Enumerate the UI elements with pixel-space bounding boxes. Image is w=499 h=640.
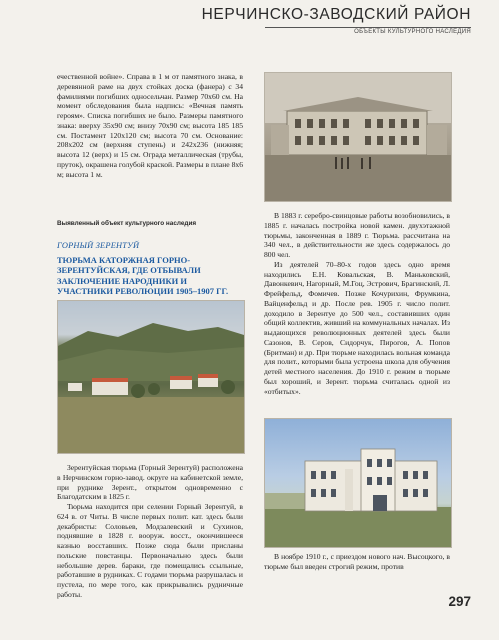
page-number: 297	[448, 594, 471, 609]
header-subtitle: ОБЪЕКТЫ КУЛЬТУРНОГО НАСЛЕДИЯ	[354, 29, 471, 35]
paragraph: ечественной войне». Справа в 1 м от памятного знака, в деревянной раме на двух стойках доска (фанера) с 34 фамилиями погибших односельчан. Размер 70х60 см. На момент обследования была надпись: «Вечная память героям». Списка погибших не было. Размеры памятного знака: вверху 35х90 см; внизу 70х90 см; высота 185 185 см. Постамент 120х120 см; высота 70 см. Основание: 208х202 см (верхняя ступень) и 242х236 (нижняя; высота 12 (верх) и 15 см. Ограда металлическая (трубы, пруток), окрашена голубой краской. Размеры в плане 8х6 м; высота 1 м.	[57, 72, 243, 179]
prison-building-photo	[264, 418, 452, 548]
historical-prison-photo	[264, 72, 452, 202]
paragraph: В ноябре 1910 г., с приездом нового нач. Высоцкого, в тюрьме был введен строгий режим, против	[264, 552, 450, 571]
right-column-text-1	[264, 211, 450, 396]
header-title: НЕРЧИНСКО-ЗАВОДСКИЙ РАЙОН	[201, 6, 471, 23]
left-top-text	[57, 72, 243, 179]
object-title: ТЮРЬМА КАТОРЖНАЯ ГОРНО-ЗЕРЕНТУЙСКАЯ, ГДЕ ОТБЫВАЛИ ЗАКЛЮЧЕНИЕ НАРОДНИКИ И УЧАСТНИКИ РЕВОЛЮЦИИ 1905–1907 ГГ.	[57, 255, 229, 297]
village-landscape-photo	[57, 300, 245, 454]
paragraph: Тюрьма находится при селении Горный Зерентуй, в 624 в. от Читы. В числе первых полит. кат. здесь были декабристы: Соловьев, Модзалевский и Сухинов, поднявшие в 1828 г. вооруж. восст., окончившееся казнью восставших. Позже сюда были присланы польские повстанцы. Первоначально здесь были небольшие дерев. бараки, где помещались ссыльные, работавшие в рудниках. С годами тюрьма разрушалась и пустела, по мере того, как прикрывались рудничные работы.	[57, 502, 243, 599]
section-label: Выявленный объект культурного наследия	[57, 220, 197, 227]
header-rule	[265, 27, 471, 28]
paragraph: Из деятелей 70–80-х годов здесь одно время находились Е.Н. Ковальская, В. Маньковский, Давонкевич, Нагорный, М.Гоц, Эстрович, Брагинский, Л. Фрейфельд, Фомичев. Позже Кочурихин, Фрумкина, Вайценфельд и др. После рев. 1905 г. число полит. доходило в Зерентуе до 500 чел., составивших один общий коллектив, живший на коммунальных началах. Из выдающихся революционных деятелей здесь были Сазонов, В. Серов, Сидорчук, Пирогов, А. Попов (Бритман) и др. При тюрьме находилась вольная команда для полит., которыми была устроена школа для обучения детей местного населения. До 1910 г. режим в тюрьме был хороший, и Зерент. тюрьма считалась одной из «отбитых».	[264, 259, 450, 396]
right-column-text-2	[264, 552, 450, 572]
paragraph: В 1883 г. серебро-свинцовые работы возобновились, в 1885 г. началась постройка новой камен. двухэтажной тюрьмы, законченная в 1889 г. Тюрьма. рассчитана на 340 чел., в действительности же здесь содержалось до 800 чел.	[264, 211, 450, 259]
object-subtitle: ГОРНЫЙ ЗЕРЕНТУЙ	[57, 241, 140, 250]
left-column-text-2	[57, 463, 243, 600]
paragraph: Зерентуйская тюрьма (Горный Зерентуй) расположена в Нерчинском горно-завод. округе на кабинетской земле, при руднике Зерент., открытом одновременно с Благодатским в 1825 г.	[57, 463, 243, 502]
